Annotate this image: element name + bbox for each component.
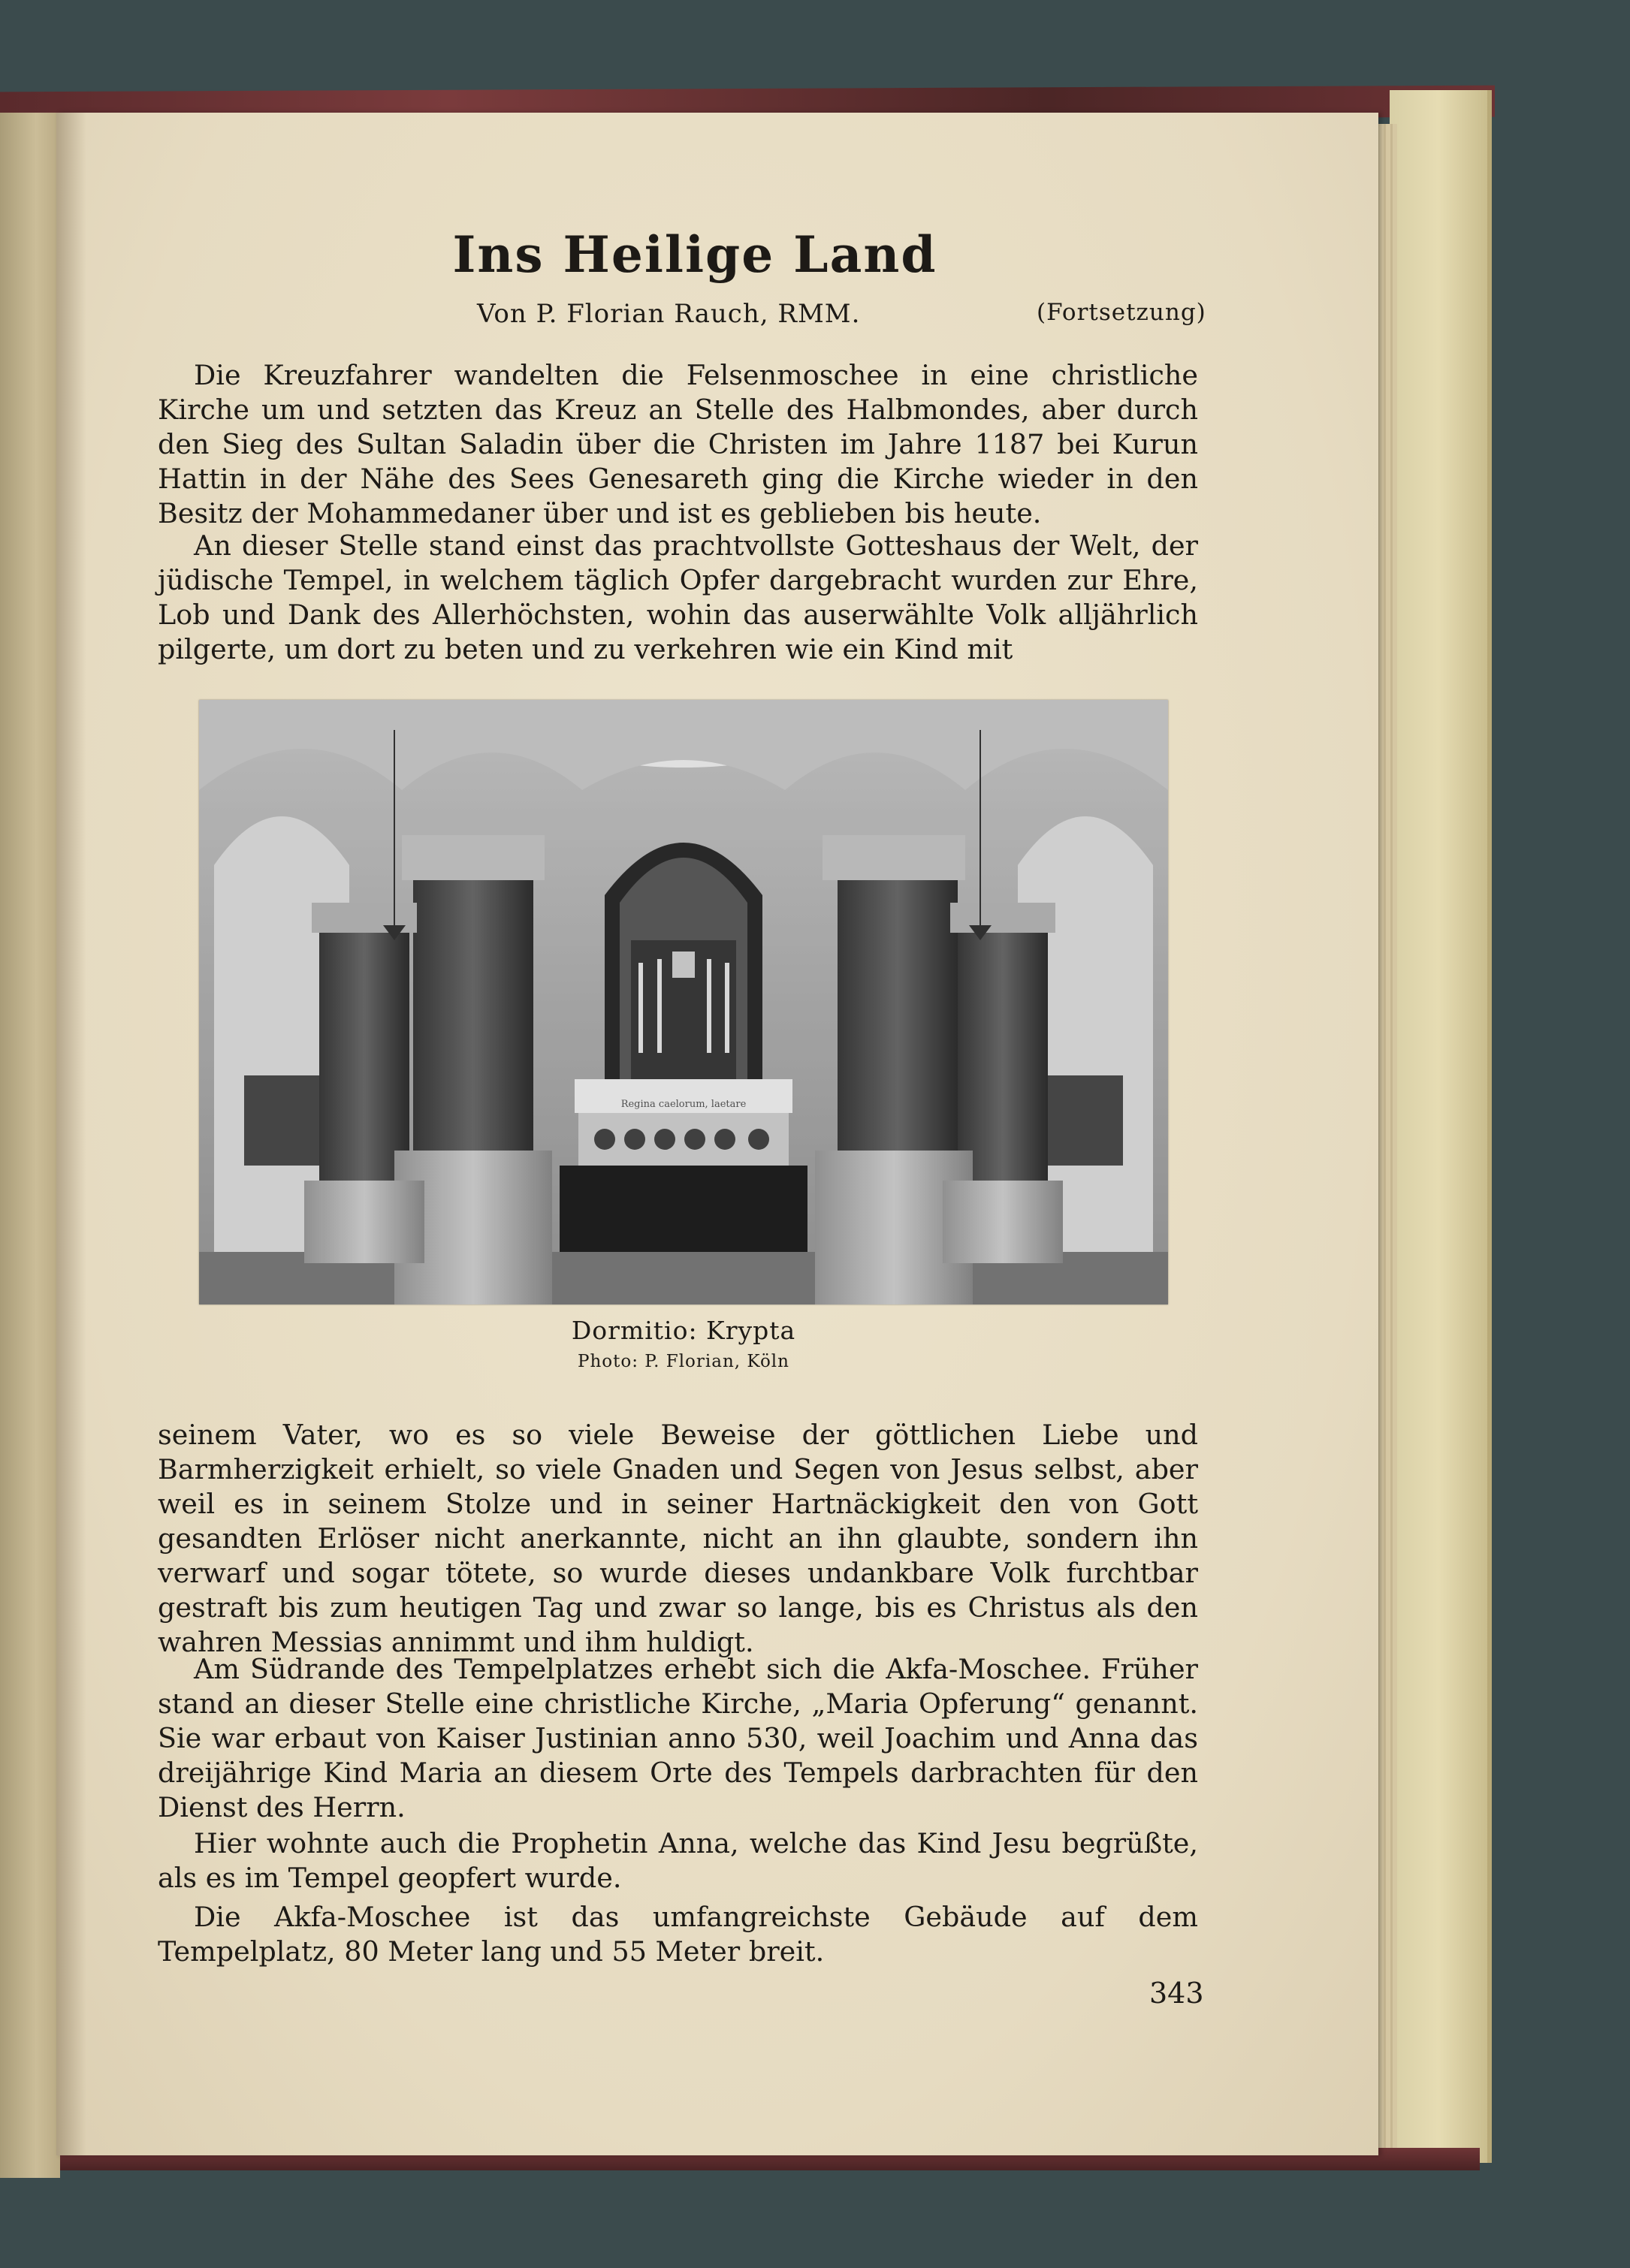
gutter-shadow bbox=[56, 113, 86, 2155]
paragraph: Die Akfa-Moschee ist das umfangreichste Gebäude auf dem Tempelplatz, 80 Meter lang und 55 Meter breit. bbox=[158, 1901, 1198, 1968]
continuation-note: (Fortsetzung) bbox=[1037, 299, 1206, 326]
crypt-photograph-image bbox=[199, 700, 1168, 1304]
paragraph: Am Südrande des Tempelplatzes erhebt sich die Akfa-Moschee. Früher stand an dieser Stelle eine christliche Kirche, „Maria Opferung“ genannt. Sie war erbaut von Kaiser Justinian anno 530, weil Joachim und Anna das dreijährige Kind Maria an diesem Orte des Tempels darbrachten für den Dienst des Herrn. bbox=[158, 1653, 1198, 1823]
paragraph: seinem Vater, wo es so viele Beweise der göttlichen Liebe und Barmherzigkeit erhielt, so viele Gnaden und Segen von Jesus selbst, aber weil es in seinem Stolze und in seiner Hartnäckigkeit den von Gott gesandten Erlöser nicht anerkannte, nicht an ihn glaubte, sondern ihn verwarf und sogar tötete, so wurde dieses undankbare Volk furchtbar gestraft bis zum heutigen Tag und zwar so lange, bis es Christus als den wahren Messias annimmt und ihm huldigt. bbox=[158, 1419, 1198, 1658]
paragraph: Hier wohnte auch die Prophetin Anna, welche das Kind Jesu begrüßte, als es im Tempel geopfert wurde. bbox=[158, 1827, 1198, 1894]
figure-credit: Photo: P. Florian, Köln bbox=[578, 1352, 789, 1371]
altar-banner: Regina caelorum, laetare bbox=[620, 1099, 747, 1110]
article-title: Ins Heilige Land bbox=[452, 225, 937, 284]
page-number: 343 bbox=[1149, 1977, 1204, 2010]
article-byline: Von P. Florian Rauch, RMM. bbox=[477, 299, 861, 329]
figure-caption: Dormitio: Krypta bbox=[571, 1316, 796, 1345]
left-page-edge bbox=[0, 113, 60, 2178]
paragraph: Die Kreuzfahrer wandelten die Felsenmoschee in eine christliche Kirche um und setzten das Kreuz an Stelle des Halbmondes, aber durch den Sieg des Sultan Saladin über die Christen im Jahre 1187 bei Kurun Hattin in der Nähe des Sees Genesareth ging die Kirche wieder in den Besitz der Mohammedaner über und ist es geblieben bis heute. bbox=[158, 359, 1198, 529]
back-cover-edge bbox=[1390, 90, 1492, 2163]
crypt-photograph bbox=[199, 700, 1168, 1304]
paragraph: An dieser Stelle stand einst das prachtvollste Gotteshaus der Welt, der jüdische Tempel, in welchem täglich Opfer dargebracht wurden zur Ehre, Lob und Dank des Allerhöchsten, wohin das auserwählte Volk alljährlich pilgerte, um dort zu beten und zu verkehren wie ein Kind mit bbox=[158, 529, 1198, 665]
